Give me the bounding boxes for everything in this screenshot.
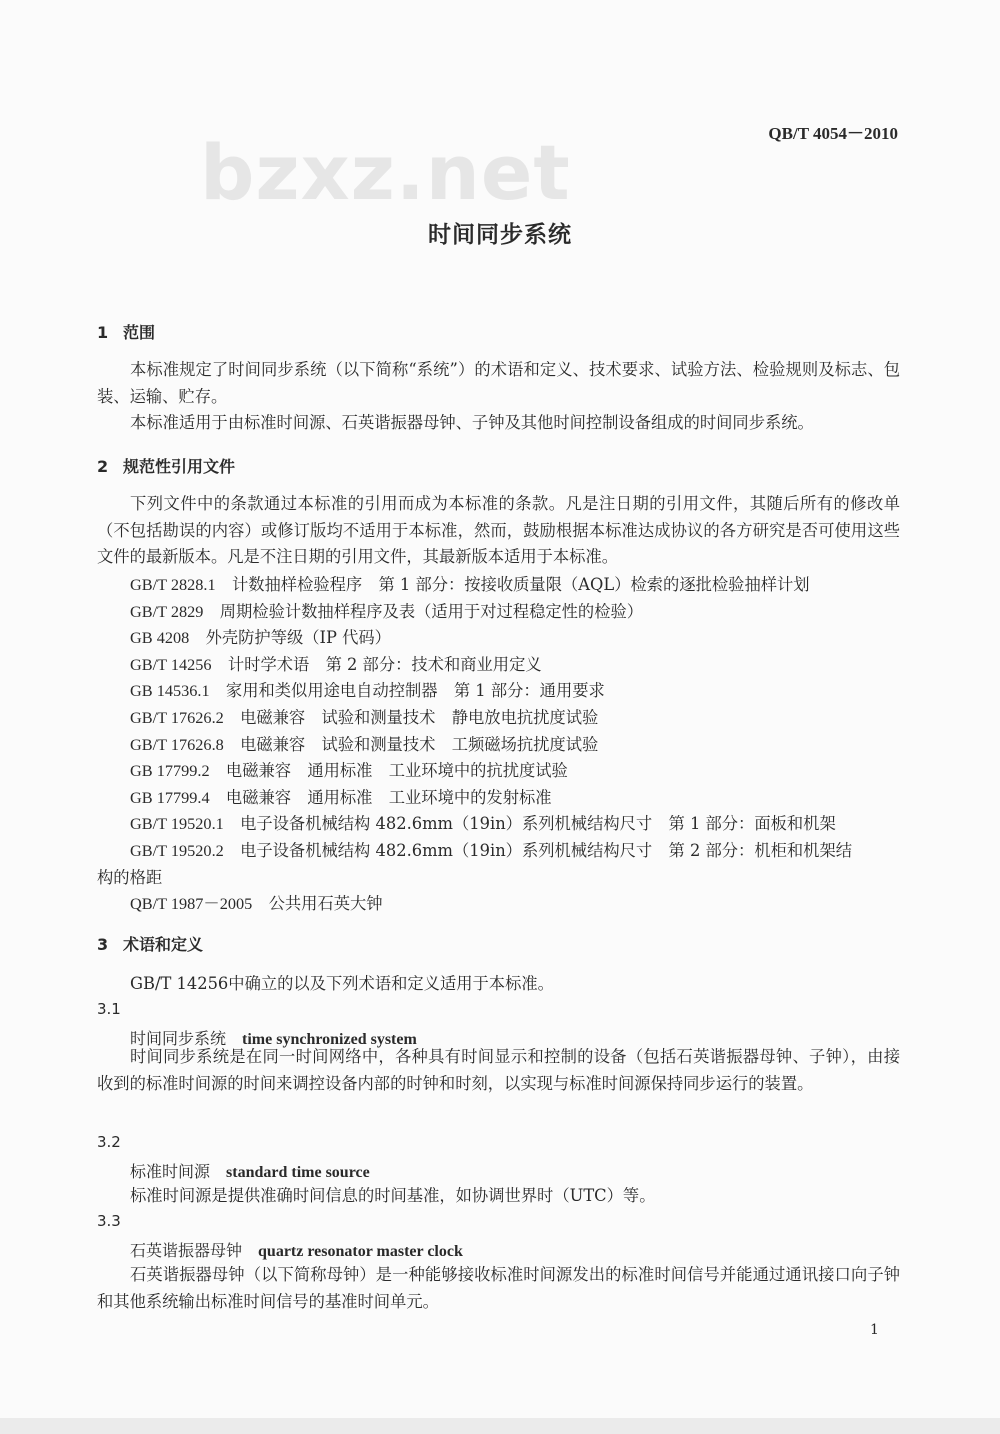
term-zh: 时间同步系统 [130, 1029, 227, 1048]
reference-title: 家用和类似用途电自动控制器 第 1 部分：通用要求 [225, 681, 605, 701]
reference-title: 构的格距 [97, 867, 163, 887]
reference-code: GB/T 17626.2 [130, 708, 224, 727]
reference-item [97, 864, 162, 888]
reference-item [130, 731, 598, 755]
term-number: 3.1 [97, 1000, 121, 1018]
paragraph: 本标准规定了时间同步系统（以下简称“系统”）的术语和定义、技术要求、试验方法、检验规则及标志、包装、运输、贮存。 [97, 360, 900, 406]
term-number: 3.2 [97, 1133, 121, 1151]
reference-title: 电磁兼容 试验和测量技术 工频磁场抗扰度试验 [240, 734, 599, 754]
term-zh: 石英谐振器母钟 [130, 1241, 243, 1260]
reference-item [130, 837, 852, 861]
paragraph: GB/T 14256中确立的以及下列术语和定义适用于本标准。 [130, 974, 554, 993]
reference-item [130, 571, 810, 595]
section-title: 规范性引用文件 [123, 457, 236, 476]
section-number: 2 [97, 457, 109, 476]
section-3-heading [97, 932, 203, 955]
reference-item [130, 624, 391, 648]
paragraph: 下列文件中的条款通过本标准的引用而成为本标准的条款。凡是注日期的引用文件，其随后所有的修改单（不包括勘误的内容）或修订版均不适用于本标准，然而，鼓励根据本标准达成协议的各方研究是否可使用这些文件的最新版本。凡是不注日期的引用文件，其最新版本适用于本标准。 [97, 494, 900, 567]
term-definition: 标准时间源是提供准确时间信息的时间基准，如协调世界时（UTC）等。 [130, 1186, 656, 1205]
reference-title: 电磁兼容 试验和测量技术 静电放电抗扰度试验 [240, 708, 599, 727]
page-number: 1 [870, 1322, 879, 1338]
reference-title: 公共用石英大钟 [268, 894, 383, 914]
section-number: 1 [97, 323, 109, 342]
reference-title: 电磁兼容 通用标准 工业环境中的发射标准 [225, 787, 552, 807]
reference-title: 周期检验计数抽样程序及表（适用于对过程稳定性的检验） [219, 601, 644, 621]
reference-title: 计时学术语 第 2 部分：技术和商业用定义 [227, 654, 542, 674]
reference-code: GB 14536.1 [130, 681, 210, 701]
term-definition: 时间同步系统是在同一时间网络中，各种具有时间显示和控制的设备（包括石英谐振器母钟、子钟），由接收到的标准时间源的时间来调控设备内部的时钟和时刻，以实现与标准时间源保持同步运行的装置。 [97, 1047, 900, 1093]
reference-code: GB/T 19520.1 [130, 814, 224, 834]
term-zh: 标准时间源 [130, 1162, 211, 1181]
reference-item [130, 704, 598, 728]
document-title: 时间同步系统 [428, 222, 572, 248]
reference-code: QB/T 1987－2005 [130, 894, 253, 914]
reference-title: 外壳防护等级（IP 代码） [205, 628, 391, 648]
paragraph: 本标准适用于由标准时间源、石英谐振器母钟、子钟及其他时间控制设备组成的时间同步系统。 [130, 413, 814, 432]
reference-item [130, 810, 836, 834]
reference-item [130, 677, 605, 701]
reference-code: GB 17799.4 [130, 787, 210, 807]
term-en: time synchronized system [242, 1031, 417, 1048]
reference-title: 计数抽样检验程序 第 1 部分：按接收质量限（AQL）检索的逐批检验抽样计划 [231, 575, 810, 594]
reference-code: GB/T 2829 [130, 601, 204, 621]
reference-item [130, 757, 568, 781]
term-en: standard time source [226, 1164, 370, 1181]
section-number: 3 [97, 935, 109, 954]
watermark: bzxz.net [200, 128, 571, 217]
reference-code: GB/T 2828.1 [130, 575, 216, 594]
section-1-heading [97, 320, 155, 343]
term-number: 3.3 [97, 1212, 121, 1230]
section-title: 范围 [123, 323, 156, 342]
reference-code: GB/T 19520.2 [130, 841, 224, 860]
section-2-heading [97, 454, 235, 477]
section-title: 术语和定义 [123, 935, 204, 954]
term-definition: 石英谐振器母钟（以下简称母钟）是一种能够接收标准时间源发出的标准时间信号并能通过通讯接口向子钟和其他系统输出标准时间信号的基准时间单元。 [97, 1265, 900, 1311]
reference-code: GB 17799.2 [130, 761, 210, 781]
reference-title: 电子设备机械结构 482.6mm（19in）系列机械结构尺寸 第 1 部分：面板和机架 [240, 814, 836, 834]
reference-title: 电磁兼容 通用标准 工业环境中的抗扰度试验 [225, 761, 568, 781]
bottom-bar [0, 1418, 1000, 1434]
reference-item [130, 784, 552, 808]
term-heading [130, 1159, 370, 1182]
reference-code: GB/T 14256 [130, 654, 212, 674]
reference-item [130, 651, 542, 675]
reference-item [130, 890, 383, 914]
reference-item [130, 598, 643, 622]
reference-code: GB/T 17626.8 [130, 734, 224, 754]
reference-code: GB 4208 [130, 628, 190, 648]
reference-title: 电子设备机械结构 482.6mm（19in）系列机械结构尺寸 第 2 部分：机柜和机架结 [240, 841, 853, 860]
term-en: quartz resonator master clock [258, 1243, 463, 1260]
standard-number: QB/T 4054－2010 [768, 124, 898, 143]
term-heading [130, 1238, 463, 1261]
